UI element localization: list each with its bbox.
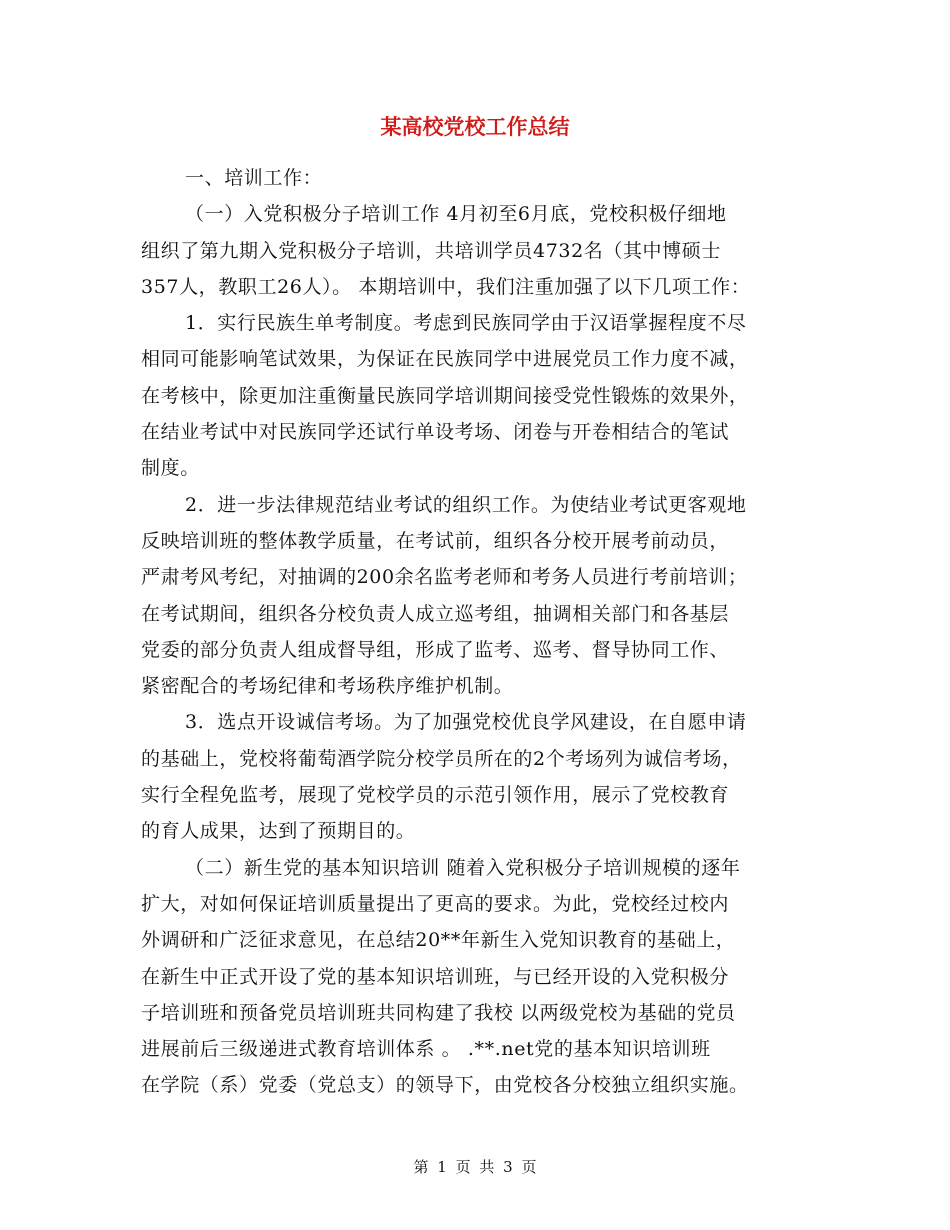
body-line: 党委的部分负责人组成督导组，形成了监考、巡考、督导协同工作、 <box>141 638 730 661</box>
body-line: （一）入党积极分子培训工作 4月初至6月底，党校积极仔细地 <box>185 203 727 226</box>
body-line: 在学院（系）党委（党总支）的领导下，由党校各分校独立组织实施。 <box>141 1074 749 1097</box>
body-line: 进展前后三级递进式教育培训体系 。 .**.net党的基本知识培训班 <box>141 1038 711 1061</box>
body-line: 3．选点开设诚信考场。为了加强党校优良学风建设，在自愿申请 <box>185 711 747 734</box>
body-line: 子培训班和预备党员培训班共同构建了我校 以两级党校为基础的党员 <box>141 1001 736 1024</box>
document-title: 某高校党校工作总结 <box>380 115 570 139</box>
body-line: 的基础上，党校将葡萄酒学院分校学员所在的2个考场列为诚信考场， <box>141 747 742 770</box>
body-line: 制度。 <box>141 457 200 480</box>
body-line: 紧密配合的考场纪律和考场秩序维护机制。 <box>141 675 514 698</box>
page-footer: 第 1 页 共 3 页 <box>413 1158 537 1176</box>
document-body <box>141 160 809 1104</box>
body-line: 一、培训工作： <box>185 167 323 189</box>
body-line: 反映培训班的整体教学质量，在考试前，组织各分校开展考前动员， <box>141 529 730 552</box>
body-line: 的育人成果，达到了预期目的。 <box>141 820 416 843</box>
body-line: 相同可能影响笔试效果，为保证在民族同学中进展党员工作力度不减， <box>141 348 749 371</box>
body-line: 外调研和广泛征求意见，在总结20**年新生入党知识教育的基础上， <box>141 929 736 952</box>
body-line: （二）新生党的基本知识培训 随着入党积极分子培训规模的逐年 <box>185 856 741 879</box>
body-line: 组织了第九期入党积极分子培训，共培训学员4732名（其中博硕士 <box>141 239 721 262</box>
body-line: 在考核中，除更加注重衡量民族同学培训期间接受党性锻炼的效果外， <box>141 384 749 407</box>
body-line: 1．实行民族生单考制度。考虑到民族同学由于汉语掌握程度不尽 <box>185 312 747 335</box>
body-line: 实行全程免监考，展现了党校学员的示范引领作用，展示了党校教育 <box>141 784 730 807</box>
body-line: 在考试期间，组织各分校负责人成立巡考组，抽调相关部门和各基层 <box>141 602 730 625</box>
body-line: 357人，教职工26人）。 本期培训中，我们注重加强了以下几项工作： <box>141 275 751 298</box>
body-line: 扩大，对如何保证培训质量提出了更高的要求。为此，党校经过校内 <box>141 892 730 915</box>
body-line: 2．进一步法律规范结业考试的组织工作。为使结业考试更客观地 <box>185 493 747 516</box>
body-line: 严肃考风考纪，对抽调的200余名监考老师和考务人员进行考前培训； <box>141 566 748 589</box>
body-line: 在新生中正式开设了党的基本知识培训班，与已经开设的入党积极分 <box>141 965 730 988</box>
body-line: 在结业考试中对民族同学还试行单设考场、闭卷与开卷相结合的笔试 <box>141 421 730 444</box>
